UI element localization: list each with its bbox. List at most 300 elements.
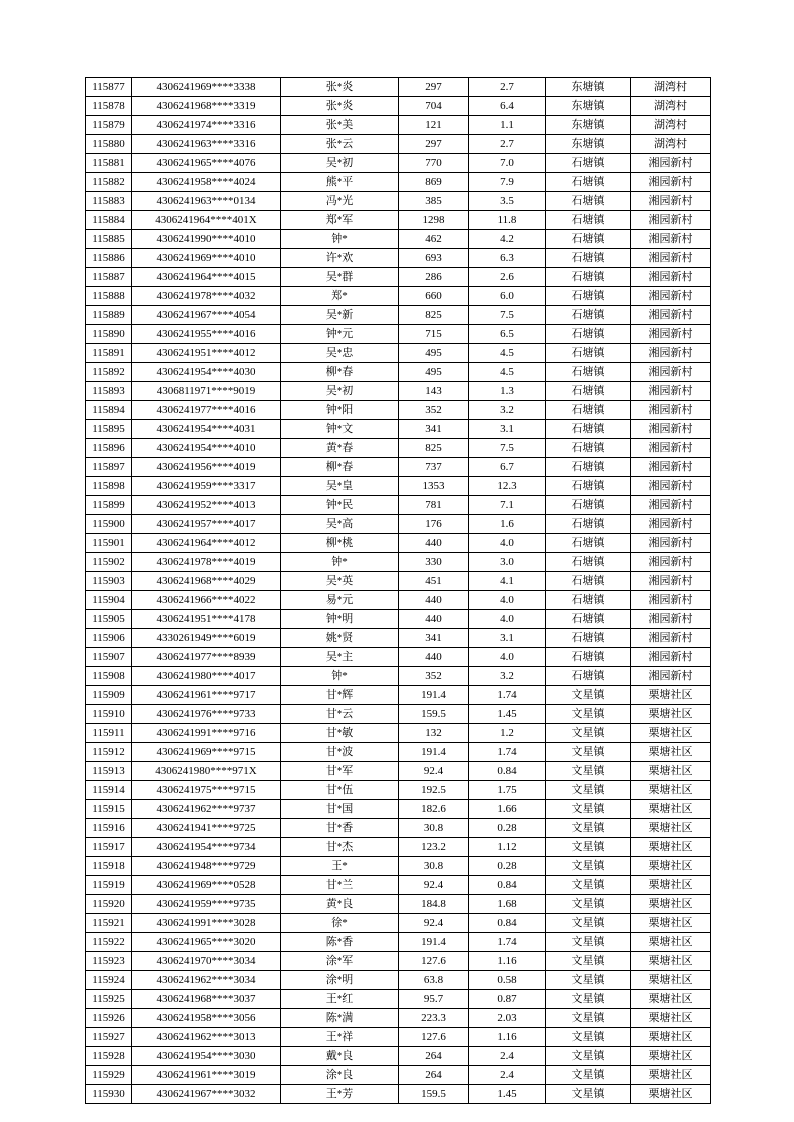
cell-village: 湖湾村 [631,116,711,135]
cell-name: 甘*杰 [281,838,399,857]
cell-name: 钟* [281,553,399,572]
cell-town: 石塘镇 [546,306,631,325]
cell-amount: 330 [399,553,469,572]
cell-index: 115892 [86,363,132,382]
cell-amount: 182.6 [399,800,469,819]
cell-index: 115895 [86,420,132,439]
table-row [86,477,711,496]
cell-name: 柳*桃 [281,534,399,553]
cell-amount: 825 [399,306,469,325]
cell-village: 湘园新村 [631,154,711,173]
table-row [86,135,711,154]
cell-id-number: 4306241958****3056 [132,1009,281,1028]
cell-value: 3.0 [469,553,546,572]
cell-value: 6.5 [469,325,546,344]
cell-name: 甘*兰 [281,876,399,895]
cell-amount: 1298 [399,211,469,230]
cell-id-number: 4306241962****3034 [132,971,281,990]
cell-name: 冯*光 [281,192,399,211]
cell-id-number: 4306241978****4032 [132,287,281,306]
cell-amount: 92.4 [399,762,469,781]
cell-value: 1.75 [469,781,546,800]
cell-index: 115927 [86,1028,132,1047]
cell-index: 115928 [86,1047,132,1066]
cell-value: 0.84 [469,762,546,781]
cell-village: 栗塘社区 [631,800,711,819]
cell-village: 栗塘社区 [631,895,711,914]
cell-village: 湘园新村 [631,192,711,211]
cell-value: 4.2 [469,230,546,249]
table-row [86,876,711,895]
cell-amount: 127.6 [399,952,469,971]
cell-village: 湖湾村 [631,135,711,154]
cell-amount: 176 [399,515,469,534]
cell-id-number: 4306241968****3319 [132,97,281,116]
table-row [86,1028,711,1047]
cell-id-number: 4306241980****971X [132,762,281,781]
table-row [86,363,711,382]
cell-value: 1.45 [469,1085,546,1104]
cell-value: 0.87 [469,990,546,1009]
cell-village: 湘园新村 [631,458,711,477]
cell-amount: 123.2 [399,838,469,857]
cell-town: 石塘镇 [546,230,631,249]
cell-amount: 264 [399,1066,469,1085]
cell-index: 115903 [86,572,132,591]
cell-id-number: 4306241964****4012 [132,534,281,553]
cell-value: 0.28 [469,857,546,876]
cell-town: 东塘镇 [546,97,631,116]
cell-amount: 30.8 [399,857,469,876]
cell-amount: 440 [399,648,469,667]
cell-name: 甘*波 [281,743,399,762]
cell-amount: 159.5 [399,705,469,724]
cell-village: 湘园新村 [631,667,711,686]
cell-amount: 495 [399,344,469,363]
cell-village: 栗塘社区 [631,743,711,762]
cell-value: 3.5 [469,192,546,211]
cell-name: 王*祥 [281,1028,399,1047]
cell-value: 2.6 [469,268,546,287]
cell-value: 2.4 [469,1047,546,1066]
cell-village: 栗塘社区 [631,876,711,895]
table-row [86,439,711,458]
cell-name: 钟*民 [281,496,399,515]
cell-village: 湘园新村 [631,230,711,249]
cell-index: 115896 [86,439,132,458]
cell-index: 115890 [86,325,132,344]
cell-town: 石塘镇 [546,363,631,382]
cell-village: 湘园新村 [631,553,711,572]
cell-town: 文星镇 [546,914,631,933]
cell-town: 文星镇 [546,952,631,971]
cell-town: 石塘镇 [546,287,631,306]
cell-id-number: 4330261949****6019 [132,629,281,648]
cell-town: 石塘镇 [546,553,631,572]
table-row [86,572,711,591]
cell-town: 石塘镇 [546,268,631,287]
cell-value: 2.7 [469,78,546,97]
cell-village: 湘园新村 [631,572,711,591]
cell-village: 湘园新村 [631,344,711,363]
cell-value: 2.03 [469,1009,546,1028]
cell-id-number: 4306241948****9729 [132,857,281,876]
cell-index: 115924 [86,971,132,990]
cell-name: 吴*皇 [281,477,399,496]
table-row [86,971,711,990]
cell-id-number: 4306241975****9715 [132,781,281,800]
cell-amount: 121 [399,116,469,135]
cell-name: 张*云 [281,135,399,154]
cell-town: 石塘镇 [546,439,631,458]
cell-town: 石塘镇 [546,173,631,192]
cell-village: 湘园新村 [631,363,711,382]
cell-id-number: 4306241977****8939 [132,648,281,667]
cell-town: 石塘镇 [546,154,631,173]
cell-value: 1.6 [469,515,546,534]
cell-amount: 352 [399,667,469,686]
cell-index: 115905 [86,610,132,629]
cell-index: 115880 [86,135,132,154]
cell-amount: 825 [399,439,469,458]
cell-village: 湘园新村 [631,382,711,401]
cell-name: 陈*香 [281,933,399,952]
cell-amount: 223.3 [399,1009,469,1028]
cell-name: 吴*初 [281,382,399,401]
cell-id-number: 4306241968****4029 [132,572,281,591]
cell-id-number: 4306241964****401X [132,211,281,230]
cell-village: 栗塘社区 [631,781,711,800]
cell-village: 湘园新村 [631,401,711,420]
cell-town: 文星镇 [546,781,631,800]
cell-id-number: 4306241967****4054 [132,306,281,325]
cell-amount: 264 [399,1047,469,1066]
cell-name: 钟*文 [281,420,399,439]
cell-id-number: 4306241966****4022 [132,591,281,610]
table-body [86,78,711,1104]
cell-amount: 385 [399,192,469,211]
cell-index: 115877 [86,78,132,97]
cell-amount: 770 [399,154,469,173]
table-row [86,401,711,420]
cell-name: 甘*军 [281,762,399,781]
cell-village: 湘园新村 [631,648,711,667]
cell-village: 湘园新村 [631,268,711,287]
cell-id-number: 4306241952****4013 [132,496,281,515]
cell-town: 文星镇 [546,686,631,705]
cell-value: 3.2 [469,401,546,420]
cell-amount: 693 [399,249,469,268]
cell-id-number: 4306241961****9717 [132,686,281,705]
table-row [86,306,711,325]
table-row [86,116,711,135]
cell-index: 115929 [86,1066,132,1085]
cell-id-number: 4306241965****4076 [132,154,281,173]
cell-index: 115898 [86,477,132,496]
cell-index: 115918 [86,857,132,876]
cell-amount: 132 [399,724,469,743]
cell-value: 7.1 [469,496,546,515]
cell-name: 陈*满 [281,1009,399,1028]
cell-value: 1.1 [469,116,546,135]
cell-town: 文星镇 [546,1009,631,1028]
cell-index: 115891 [86,344,132,363]
cell-value: 7.5 [469,306,546,325]
cell-town: 石塘镇 [546,382,631,401]
cell-amount: 440 [399,534,469,553]
cell-town: 石塘镇 [546,420,631,439]
cell-village: 栗塘社区 [631,1028,711,1047]
cell-name: 吴*新 [281,306,399,325]
cell-id-number: 4306811971****9019 [132,382,281,401]
cell-value: 3.2 [469,667,546,686]
cell-village: 湘园新村 [631,496,711,515]
table-row [86,382,711,401]
cell-amount: 1353 [399,477,469,496]
cell-name: 郑* [281,287,399,306]
cell-town: 文星镇 [546,1085,631,1104]
cell-town: 石塘镇 [546,610,631,629]
cell-town: 文星镇 [546,838,631,857]
cell-value: 4.5 [469,344,546,363]
cell-village: 湘园新村 [631,249,711,268]
cell-amount: 297 [399,78,469,97]
table-row [86,1009,711,1028]
cell-id-number: 4306241958****4024 [132,173,281,192]
cell-value: 1.45 [469,705,546,724]
cell-town: 文星镇 [546,876,631,895]
cell-value: 1.68 [469,895,546,914]
cell-id-number: 4306241941****9725 [132,819,281,838]
cell-value: 0.84 [469,914,546,933]
cell-index: 115925 [86,990,132,1009]
cell-amount: 704 [399,97,469,116]
cell-index: 115926 [86,1009,132,1028]
cell-amount: 92.4 [399,914,469,933]
cell-amount: 715 [399,325,469,344]
cell-town: 石塘镇 [546,572,631,591]
cell-index: 115883 [86,192,132,211]
cell-index: 115899 [86,496,132,515]
cell-id-number: 4306241976****9733 [132,705,281,724]
cell-index: 115894 [86,401,132,420]
cell-village: 湘园新村 [631,439,711,458]
cell-id-number: 4306241954****4010 [132,439,281,458]
cell-id-number: 4306241970****3034 [132,952,281,971]
table-row [86,420,711,439]
cell-name: 钟* [281,667,399,686]
cell-amount: 440 [399,591,469,610]
cell-value: 7.5 [469,439,546,458]
cell-index: 115921 [86,914,132,933]
cell-index: 115884 [86,211,132,230]
cell-amount: 286 [399,268,469,287]
cell-name: 涂*军 [281,952,399,971]
table-row [86,97,711,116]
cell-index: 115888 [86,287,132,306]
cell-village: 湘园新村 [631,610,711,629]
cell-amount: 341 [399,629,469,648]
cell-id-number: 4306241962****9737 [132,800,281,819]
cell-town: 文星镇 [546,990,631,1009]
cell-index: 115914 [86,781,132,800]
table-row [86,781,711,800]
cell-name: 甘*伍 [281,781,399,800]
cell-index: 115900 [86,515,132,534]
cell-town: 文星镇 [546,819,631,838]
cell-index: 115886 [86,249,132,268]
table-row [86,591,711,610]
cell-town: 文星镇 [546,1047,631,1066]
cell-value: 3.1 [469,629,546,648]
cell-id-number: 4306241969****4010 [132,249,281,268]
cell-name: 涂*良 [281,1066,399,1085]
cell-village: 栗塘社区 [631,933,711,952]
table-row [86,819,711,838]
cell-value: 4.0 [469,648,546,667]
cell-town: 文星镇 [546,971,631,990]
cell-town: 东塘镇 [546,116,631,135]
data-table [85,77,711,1104]
table-row [86,496,711,515]
cell-value: 12.3 [469,477,546,496]
cell-name: 甘*国 [281,800,399,819]
cell-name: 甘*香 [281,819,399,838]
cell-name: 张*炎 [281,97,399,116]
cell-name: 王*芳 [281,1085,399,1104]
cell-id-number: 4306241962****3013 [132,1028,281,1047]
cell-value: 0.58 [469,971,546,990]
cell-village: 湘园新村 [631,629,711,648]
cell-id-number: 4306241963****3316 [132,135,281,154]
cell-value: 1.12 [469,838,546,857]
cell-id-number: 4306241969****9715 [132,743,281,762]
cell-index: 115897 [86,458,132,477]
cell-name: 涂*明 [281,971,399,990]
cell-name: 钟*阳 [281,401,399,420]
cell-town: 文星镇 [546,1066,631,1085]
cell-id-number: 4306241954****3030 [132,1047,281,1066]
cell-id-number: 4306241967****3032 [132,1085,281,1104]
table-row [86,173,711,192]
cell-town: 文星镇 [546,1028,631,1047]
table-row [86,325,711,344]
cell-town: 石塘镇 [546,192,631,211]
cell-town: 石塘镇 [546,458,631,477]
cell-index: 115908 [86,667,132,686]
cell-value: 6.4 [469,97,546,116]
cell-village: 栗塘社区 [631,819,711,838]
cell-name: 郑*军 [281,211,399,230]
cell-id-number: 4306241978****4019 [132,553,281,572]
cell-village: 湘园新村 [631,306,711,325]
cell-town: 文星镇 [546,724,631,743]
cell-town: 石塘镇 [546,211,631,230]
cell-index: 115909 [86,686,132,705]
cell-id-number: 4306241965****3020 [132,933,281,952]
table-row [86,724,711,743]
cell-amount: 191.4 [399,743,469,762]
cell-value: 6.3 [469,249,546,268]
table-row [86,78,711,97]
cell-amount: 781 [399,496,469,515]
cell-village: 栗塘社区 [631,838,711,857]
cell-index: 115887 [86,268,132,287]
table-row [86,990,711,1009]
cell-town: 文星镇 [546,762,631,781]
cell-index: 115879 [86,116,132,135]
cell-village: 栗塘社区 [631,686,711,705]
cell-village: 栗塘社区 [631,952,711,971]
cell-value: 4.0 [469,610,546,629]
cell-amount: 495 [399,363,469,382]
cell-name: 戴*良 [281,1047,399,1066]
table-row [86,553,711,572]
table-row [86,1066,711,1085]
cell-amount: 451 [399,572,469,591]
table-row [86,895,711,914]
cell-value: 1.2 [469,724,546,743]
table-row [86,952,711,971]
table-row [86,629,711,648]
cell-village: 栗塘社区 [631,990,711,1009]
cell-village: 栗塘社区 [631,1009,711,1028]
table-row [86,230,711,249]
cell-id-number: 4306241959****9735 [132,895,281,914]
cell-amount: 95.7 [399,990,469,1009]
cell-value: 4.0 [469,534,546,553]
cell-id-number: 4306241959****3317 [132,477,281,496]
cell-amount: 462 [399,230,469,249]
cell-id-number: 4306241969****3338 [132,78,281,97]
cell-index: 115893 [86,382,132,401]
cell-amount: 341 [399,420,469,439]
cell-name: 王*红 [281,990,399,1009]
cell-name: 张*美 [281,116,399,135]
cell-index: 115882 [86,173,132,192]
cell-town: 东塘镇 [546,135,631,154]
cell-name: 吴*高 [281,515,399,534]
cell-id-number: 4306241964****4015 [132,268,281,287]
cell-town: 石塘镇 [546,249,631,268]
table-row [86,800,711,819]
cell-name: 许*欢 [281,249,399,268]
cell-id-number: 4306241954****4031 [132,420,281,439]
cell-value: 2.4 [469,1066,546,1085]
table-row [86,534,711,553]
cell-amount: 191.4 [399,686,469,705]
cell-name: 甘*敏 [281,724,399,743]
cell-amount: 869 [399,173,469,192]
cell-village: 湘园新村 [631,173,711,192]
cell-index: 115904 [86,591,132,610]
cell-amount: 660 [399,287,469,306]
cell-id-number: 4306241961****3019 [132,1066,281,1085]
cell-town: 文星镇 [546,743,631,762]
table-row [86,344,711,363]
table-row [86,192,711,211]
cell-village: 栗塘社区 [631,705,711,724]
cell-village: 栗塘社区 [631,1047,711,1066]
cell-amount: 127.6 [399,1028,469,1047]
cell-value: 3.1 [469,420,546,439]
cell-village: 栗塘社区 [631,914,711,933]
cell-town: 石塘镇 [546,344,631,363]
cell-village: 湘园新村 [631,477,711,496]
table-row [86,211,711,230]
cell-index: 115923 [86,952,132,971]
cell-town: 石塘镇 [546,496,631,515]
